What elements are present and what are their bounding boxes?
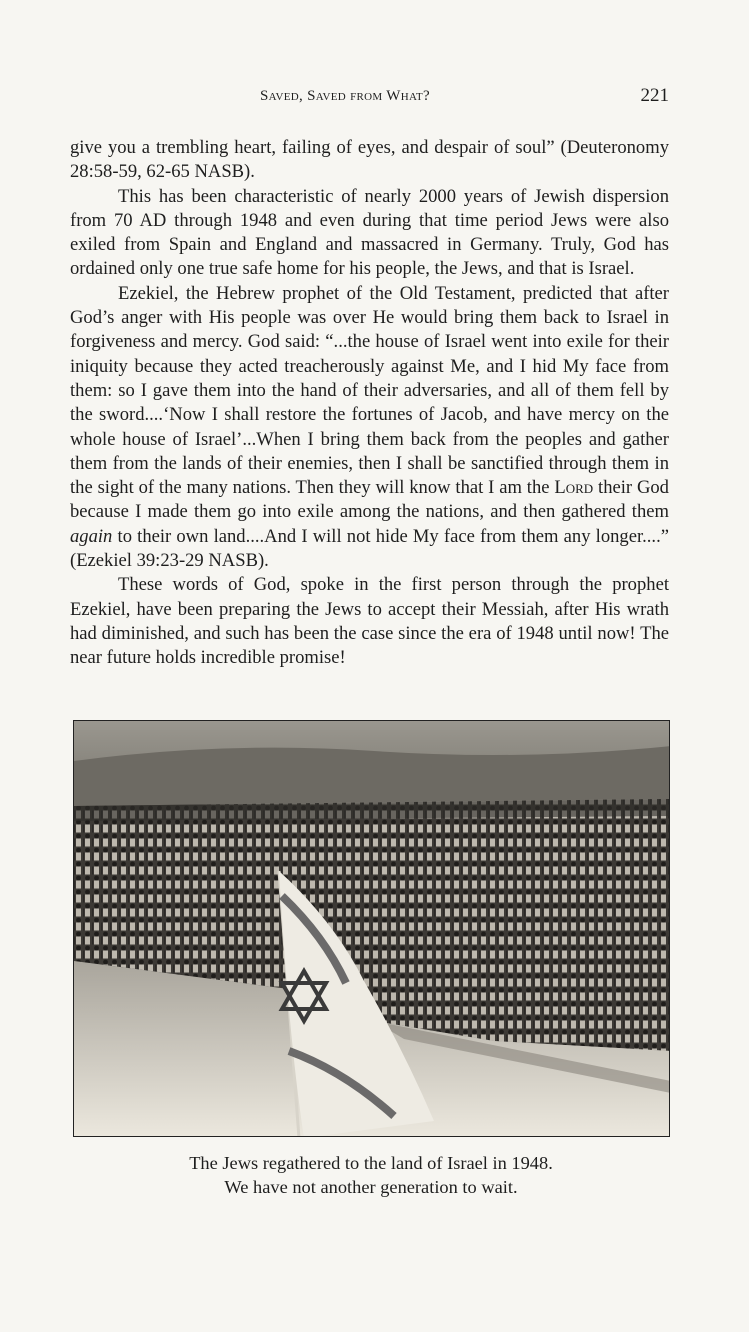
paragraph-3-part-b: their God because I made them go into exile among the nations, and then gathered them	[70, 477, 669, 523]
paragraph-2: This has been characteristic of nearly 2000 years of Jewish dispersion from 70 AD through 1948 and even during that time period Jews were also exiled from Spain and England and massacred in Germany. Truly, God has ordained only one true safe home for his people, the Jews, and that is Israel.	[70, 185, 669, 280]
caption-line-2: We have not another generation to wait.	[224, 1177, 518, 1197]
paragraph-3-part-a: Ezekiel, the Hebrew prophet of the Old Testament, predicted that after God’s anger with His people was over He would bring them back to Israel in forgiveness and mercy. God said: “...the house of Israel went into exile for their iniquity because they acted treacherously against Me, and I hid My face from them: so I gave them into the hand of their adversaries, and all of them fell by the sword....‘Now I shall restore the fortunes of Jacob, and have mercy on the whole house of Israel’...When I bring them back from the peoples and gather them from the lands of their enemies, then I shall be sanctified through them in the sight of the many nations. Then they will know that I am the	[70, 282, 669, 499]
lord-small-caps: Lord	[554, 477, 594, 499]
caption-line-1: The Jews regathered to the land of Israel in 1948.	[189, 1153, 553, 1173]
again-italic: again	[70, 525, 113, 547]
photograph	[73, 720, 670, 1137]
paragraph-1: give you a trembling heart, failing of eyes, and despair of soul” (Deuteronomy 28:58-59, 62-65 NASB).	[70, 137, 669, 183]
photograph-illustration	[74, 721, 670, 1137]
page-header	[70, 85, 669, 114]
paragraph-3	[70, 282, 669, 574]
paragraph-4: These words of God, spoke in the first person through the prophet Ezekiel, have been preparing the Jews to accept their Messiah, after His wrath had diminished, and such has been the case since the era of 1948 until now! The near future holds incredible promise!	[70, 574, 669, 669]
photo-caption	[70, 1151, 672, 1199]
page-number: 221	[640, 85, 669, 106]
running-head: Saved, Saved from What?	[260, 88, 430, 104]
body-text	[70, 136, 669, 671]
paragraph-3-part-c: to their own land....And I will not hide My face from them any longer....” (Ezekiel 39:23-29 NASB).	[70, 525, 669, 572]
